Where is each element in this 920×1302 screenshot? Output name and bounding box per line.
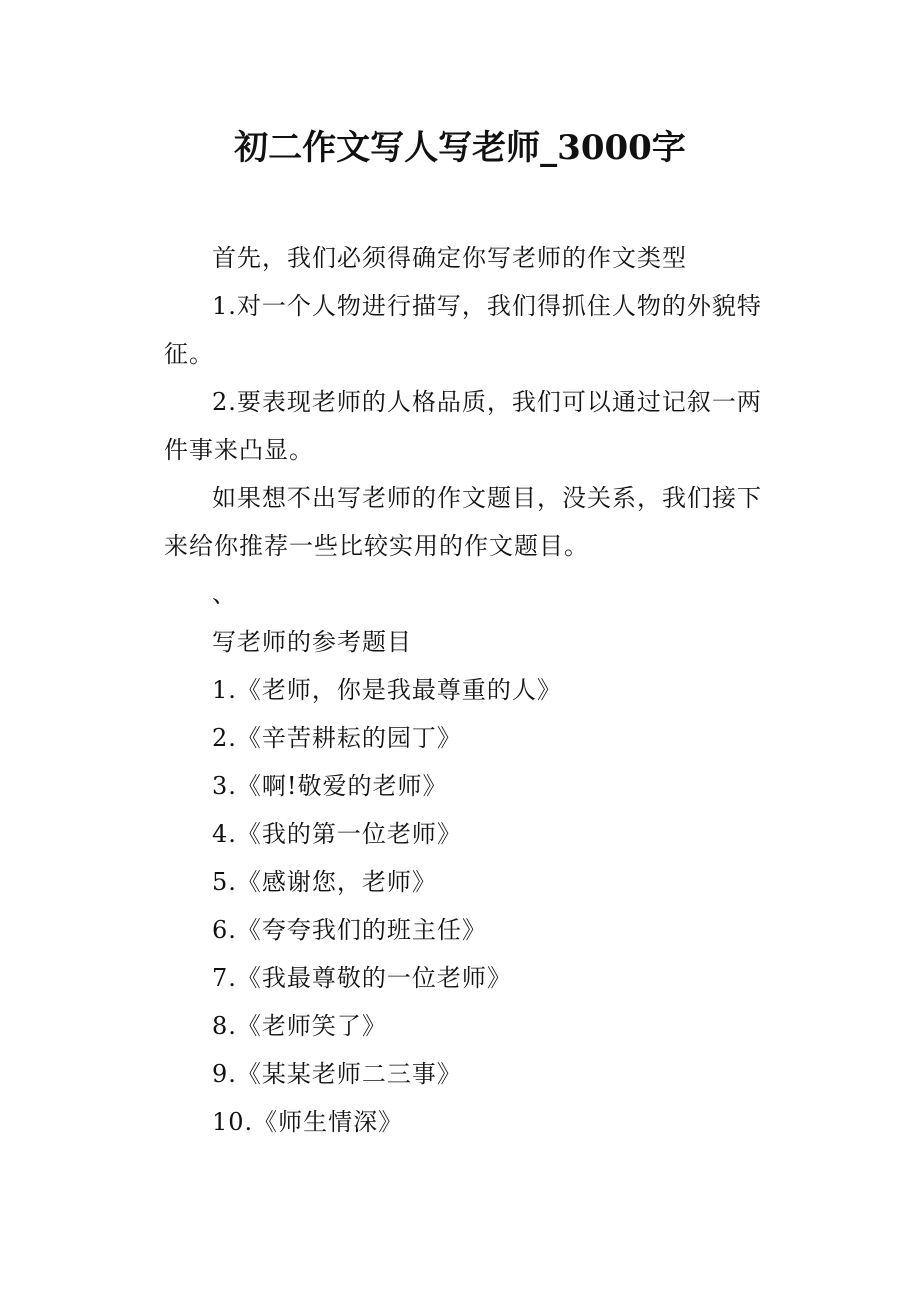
topic-item: 7.《我最尊敬的一位老师》	[212, 964, 512, 992]
topic-item: 1.《老师，你是我最尊重的人》	[212, 676, 562, 704]
document-title: 初二作文写人写老师_3000字	[234, 128, 686, 168]
document-body	[164, 234, 774, 1146]
tip-paragraph-2: 2.要表现老师的人格品质，我们可以通过记叙一两件事来凸显。	[164, 388, 762, 464]
topic-item: 4.《我的第一位老师》	[212, 820, 462, 848]
recommend-paragraph: 如果想不出写老师的作文题目，没关系，我们接下来给你推荐一些比较实用的作文题目。	[164, 484, 762, 560]
topic-item: 2.《辛苦耕耘的园丁》	[212, 724, 462, 752]
separator-mark: 、	[212, 580, 237, 608]
topic-item: 10.《师生情深》	[212, 1108, 404, 1136]
topic-item: 6.《夸夸我们的班主任》	[212, 916, 487, 944]
topic-item: 8.《老师笑了》	[212, 1012, 387, 1040]
intro-paragraph: 首先，我们必须得确定你写老师的作文类型	[212, 244, 687, 272]
list-heading: 写老师的参考题目	[212, 628, 412, 656]
topic-item: 3.《啊!敬爱的老师》	[212, 772, 448, 800]
topic-item: 5.《感谢您，老师》	[212, 868, 437, 896]
topic-item: 9.《某某老师二三事》	[212, 1060, 462, 1088]
tip-paragraph-1: 1.对一个人物进行描写，我们得抓住人物的外貌特征。	[164, 292, 762, 368]
